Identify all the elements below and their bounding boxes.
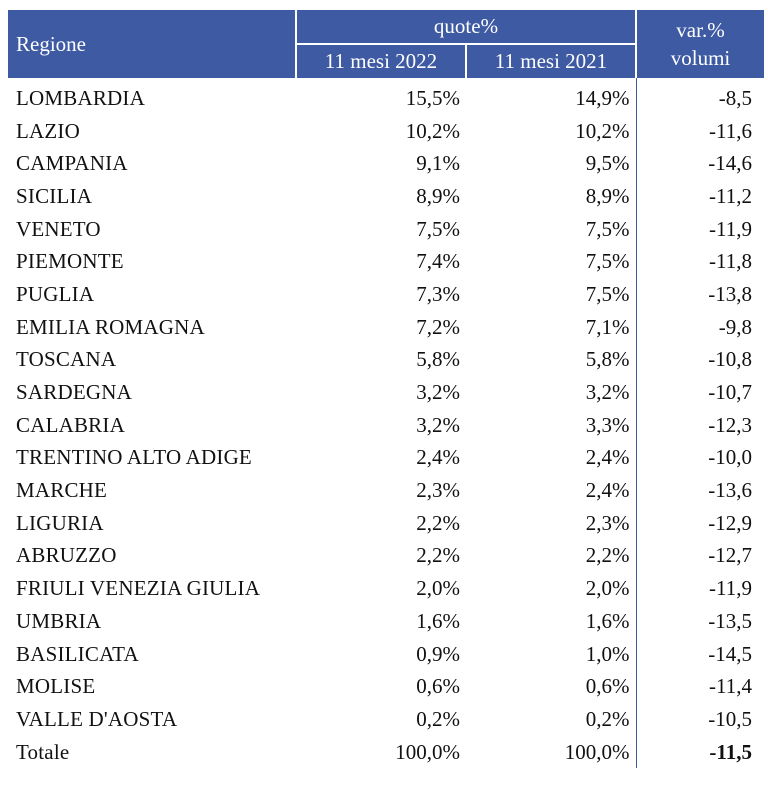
total-quota-2021: 100,0% <box>466 736 636 769</box>
header-year-2022: 11 mesi 2022 <box>296 44 466 78</box>
cell-region: TOSCANA <box>16 347 117 372</box>
cell-quota-2022: 2,2% <box>416 510 460 535</box>
cell-var-volumi: -9,8 <box>718 314 752 339</box>
cell-region: CALABRIA <box>16 412 125 437</box>
cell-quota-2022: 10,2% <box>405 118 460 143</box>
table-row <box>8 344 764 377</box>
cell-var-volumi: -12,7 <box>708 543 752 568</box>
header-var-line1: var.% <box>676 18 725 42</box>
cell-quota-2022: 2,4% <box>416 445 460 470</box>
table-row <box>8 376 764 409</box>
cell-region: ABRUZZO <box>16 543 117 568</box>
header-year-2021: 11 mesi 2021 <box>466 44 636 78</box>
table-row <box>8 78 764 115</box>
table-row <box>8 572 764 605</box>
cell-var-volumi: -14,5 <box>708 641 752 666</box>
cell-quota-2022: 2,2% <box>416 543 460 568</box>
cell-quota-2022: 7,2% <box>416 314 460 339</box>
table-row <box>8 703 764 736</box>
cell-var-volumi: -12,9 <box>708 510 752 535</box>
table-row <box>8 409 764 442</box>
table-header <box>8 10 764 78</box>
cell-quota-2022: 2,0% <box>416 576 460 601</box>
table-row <box>8 442 764 475</box>
cell-region: MOLISE <box>16 674 96 699</box>
cell-quota-2021: 3,3% <box>466 409 636 442</box>
cell-region: TRENTINO ALTO ADIGE <box>16 445 252 470</box>
cell-quota-2021: 7,5% <box>466 213 636 246</box>
cell-quota-2021: 7,1% <box>466 311 636 344</box>
header-quote: quote% <box>296 10 636 44</box>
cell-var-volumi: -14,6 <box>708 151 752 176</box>
cell-quota-2021: 3,2% <box>466 376 636 409</box>
cell-quota-2021: 7,5% <box>466 278 636 311</box>
table-row <box>8 147 764 180</box>
table-row <box>8 540 764 573</box>
total-var-volumi: -11,5 <box>709 739 752 764</box>
cell-quota-2022: 7,4% <box>416 249 460 274</box>
cell-quota-2021: 2,4% <box>466 442 636 475</box>
table-row <box>8 638 764 671</box>
cell-region: FRIULI VENEZIA GIULIA <box>16 576 261 601</box>
cell-var-volumi: -11,8 <box>709 249 752 274</box>
table-row <box>8 507 764 540</box>
cell-quota-2021: 0,2% <box>466 703 636 736</box>
cell-region: VALLE D'AOSTA <box>16 706 178 731</box>
cell-region: EMILIA ROMAGNA <box>16 314 205 339</box>
header-region: Regione <box>8 10 296 78</box>
table-row <box>8 213 764 246</box>
table-row <box>8 311 764 344</box>
cell-quota-2022: 7,3% <box>416 281 460 306</box>
cell-var-volumi: -11,9 <box>709 216 752 241</box>
cell-quota-2021: 2,0% <box>466 572 636 605</box>
cell-quota-2021: 8,9% <box>466 180 636 213</box>
total-label: Totale <box>16 739 70 764</box>
cell-quota-2022: 3,2% <box>416 380 460 405</box>
cell-quota-2022: 3,2% <box>416 412 460 437</box>
cell-region: PUGLIA <box>16 281 95 306</box>
cell-var-volumi: -11,9 <box>709 576 752 601</box>
table-row <box>8 474 764 507</box>
table-row <box>8 245 764 278</box>
cell-region: SICILIA <box>16 183 93 208</box>
total-quota-2022: 100,0% <box>395 739 460 764</box>
cell-quota-2022: 0,2% <box>416 706 460 731</box>
cell-region: BASILICATA <box>16 641 139 666</box>
cell-quota-2022: 0,6% <box>416 674 460 699</box>
cell-quota-2022: 15,5% <box>405 85 460 110</box>
cell-quota-2022: 2,3% <box>416 478 460 503</box>
cell-var-volumi: -13,5 <box>708 608 752 633</box>
cell-var-volumi: -10,0 <box>708 445 752 470</box>
cell-region: SARDEGNA <box>16 380 132 405</box>
cell-var-volumi: -11,4 <box>709 674 752 699</box>
total-row <box>8 736 764 769</box>
cell-quota-2021: 9,5% <box>466 147 636 180</box>
cell-region: LOMBARDIA <box>16 85 145 110</box>
cell-region: LAZIO <box>16 118 80 143</box>
cell-var-volumi: -12,3 <box>708 412 752 437</box>
cell-quota-2021: 10,2% <box>466 115 636 148</box>
table-row <box>8 115 764 148</box>
region-share-table <box>8 10 764 768</box>
cell-quota-2021: 7,5% <box>466 245 636 278</box>
cell-region: LIGURIA <box>16 510 104 535</box>
cell-region: VENETO <box>16 216 101 241</box>
cell-region: PIEMONTE <box>16 249 124 274</box>
cell-quota-2021: 1,0% <box>466 638 636 671</box>
cell-quota-2022: 7,5% <box>416 216 460 241</box>
cell-var-volumi: -8,5 <box>718 85 752 110</box>
cell-quota-2022: 1,6% <box>416 608 460 633</box>
cell-var-volumi: -13,8 <box>708 281 752 306</box>
cell-quota-2022: 8,9% <box>416 183 460 208</box>
cell-quota-2021: 5,8% <box>466 344 636 377</box>
cell-region: CAMPANIA <box>16 151 128 176</box>
table-row <box>8 180 764 213</box>
cell-quota-2021: 2,3% <box>466 507 636 540</box>
header-row-top <box>8 10 764 44</box>
table-body <box>8 78 764 768</box>
cell-var-volumi: -10,7 <box>708 380 752 405</box>
cell-var-volumi: -11,6 <box>709 118 752 143</box>
header-var-line2: volumi <box>670 46 731 70</box>
region-share-table-wrap <box>8 10 764 768</box>
cell-quota-2022: 5,8% <box>416 347 460 372</box>
cell-quota-2021: 1,6% <box>466 605 636 638</box>
cell-quota-2021: 14,9% <box>466 78 636 115</box>
table-row <box>8 605 764 638</box>
cell-quota-2021: 0,6% <box>466 670 636 703</box>
table-row <box>8 278 764 311</box>
cell-quota-2022: 0,9% <box>416 641 460 666</box>
table-row <box>8 670 764 703</box>
cell-quota-2021: 2,4% <box>466 474 636 507</box>
cell-var-volumi: -10,8 <box>708 347 752 372</box>
cell-region: MARCHE <box>16 478 108 503</box>
cell-region: UMBRIA <box>16 608 102 633</box>
cell-var-volumi: -11,2 <box>709 183 752 208</box>
cell-var-volumi: -10,5 <box>708 706 752 731</box>
cell-quota-2022: 9,1% <box>416 151 460 176</box>
cell-quota-2021: 2,2% <box>466 540 636 573</box>
header-var <box>636 10 764 78</box>
cell-var-volumi: -13,6 <box>708 478 752 503</box>
